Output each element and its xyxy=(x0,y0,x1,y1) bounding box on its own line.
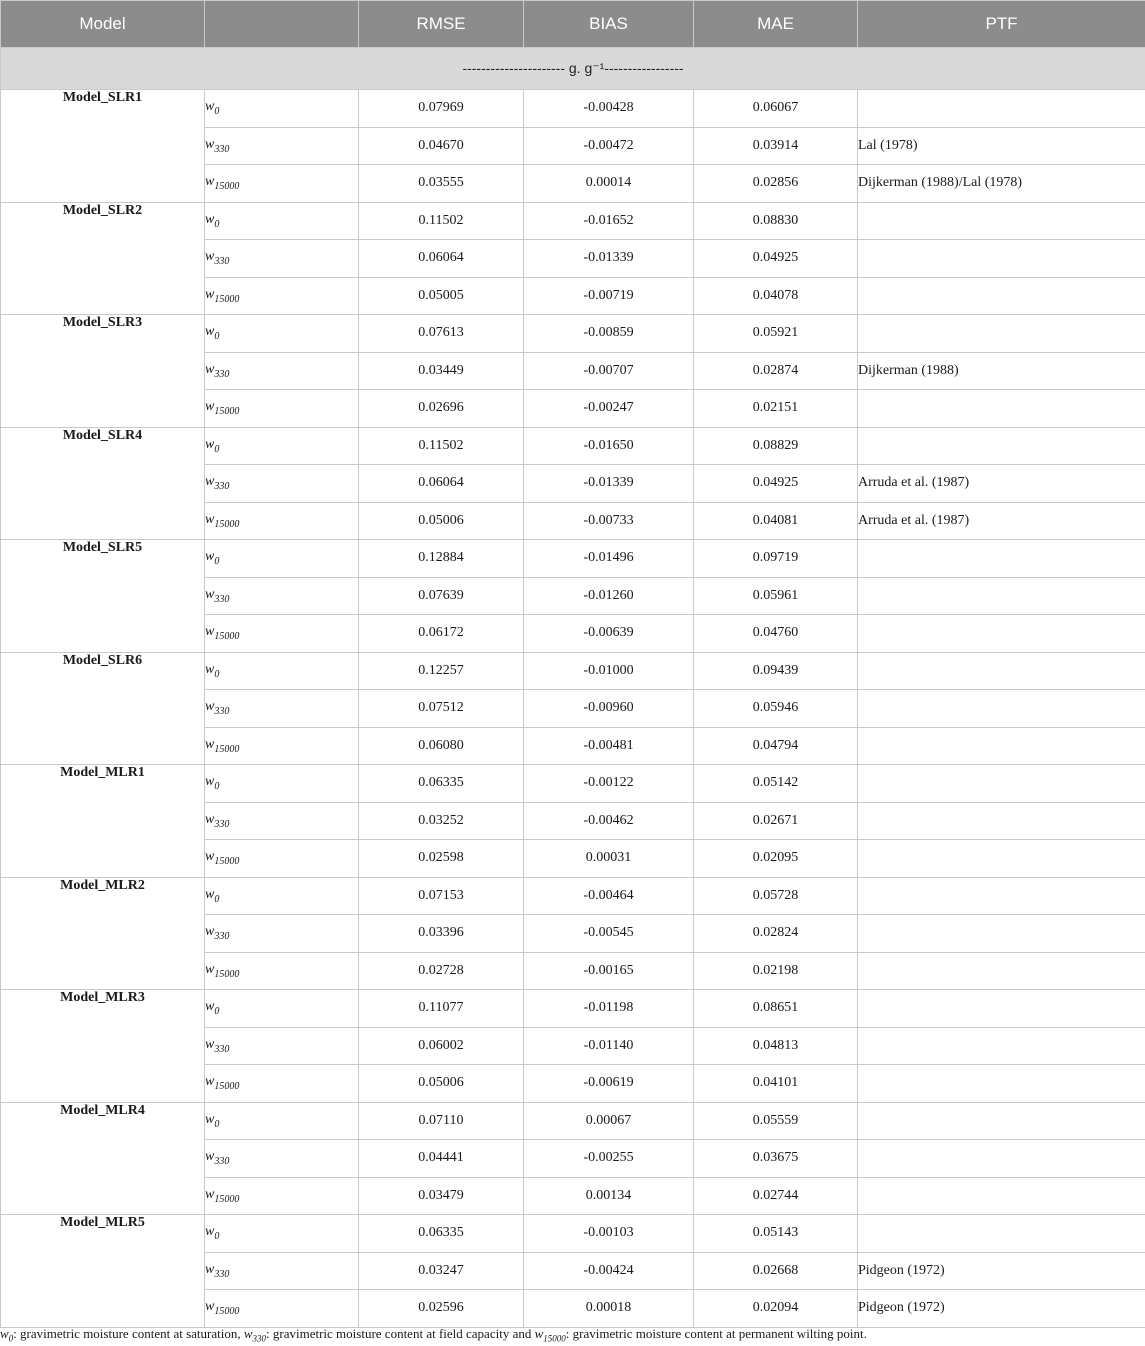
mae-cell: 0.02824 xyxy=(694,915,858,953)
table-row xyxy=(1,1102,1145,1140)
mae-cell: 0.05559 xyxy=(694,1102,858,1140)
bias-cell: 0.00134 xyxy=(524,1177,694,1215)
mae-cell: 0.04794 xyxy=(694,727,858,765)
mae-cell: 0.02744 xyxy=(694,1177,858,1215)
mae-cell: 0.04081 xyxy=(694,502,858,540)
mae-cell: 0.02874 xyxy=(694,352,858,390)
mae-cell: 0.04925 xyxy=(694,465,858,503)
variable-cell xyxy=(205,877,359,915)
bias-cell: -0.00462 xyxy=(524,802,694,840)
mae-cell: 0.05728 xyxy=(694,877,858,915)
bias-cell: -0.00255 xyxy=(524,1140,694,1178)
rmse-cell: 0.12884 xyxy=(359,540,524,578)
variable-symbol: w xyxy=(205,399,215,415)
variable-subscript: 0 xyxy=(214,218,220,230)
variable-subscript: 0 xyxy=(214,106,220,118)
variable-cell xyxy=(205,202,359,240)
mae-cell: 0.02151 xyxy=(694,390,858,428)
rmse-cell: 0.03479 xyxy=(359,1177,524,1215)
bias-cell: 0.00014 xyxy=(524,165,694,203)
mae-cell: 0.02671 xyxy=(694,802,858,840)
variable-cell xyxy=(205,915,359,953)
rmse-cell: 0.05006 xyxy=(359,502,524,540)
ptf-cell xyxy=(858,877,1145,915)
ptf-cell xyxy=(858,1027,1145,1065)
footnote-text: : gravimetric moisture content at permanent wilting point. xyxy=(565,1326,867,1341)
variable-subscript: 0 xyxy=(214,556,220,568)
mae-cell: 0.05946 xyxy=(694,690,858,728)
table-body xyxy=(1,48,1145,1328)
mae-cell: 0.05961 xyxy=(694,577,858,615)
variable-subscript: 330 xyxy=(214,143,230,155)
variable-subscript: 330 xyxy=(214,368,230,380)
table-row xyxy=(1,765,1145,803)
mae-cell: 0.02198 xyxy=(694,952,858,990)
variable-symbol: w xyxy=(205,99,215,115)
variable-subscript: 0 xyxy=(214,331,220,343)
ptf-cell xyxy=(858,1177,1145,1215)
variable-cell xyxy=(205,1027,359,1065)
ptf-cell xyxy=(858,427,1145,465)
variable-subscript: 330 xyxy=(214,1268,230,1280)
variable-symbol: w xyxy=(205,1224,215,1240)
bias-cell: -0.01650 xyxy=(524,427,694,465)
ptf-cell xyxy=(858,90,1145,128)
footnote-symbol: $w_{330}$ xyxy=(243,1326,267,1344)
variable-subscript: 15000 xyxy=(214,406,240,418)
variable-symbol: w xyxy=(205,699,215,715)
ptf-cell xyxy=(858,915,1145,953)
mae-cell: 0.09439 xyxy=(694,652,858,690)
mae-cell: 0.08830 xyxy=(694,202,858,240)
header-variable xyxy=(205,1,359,48)
variable-symbol: w xyxy=(205,511,215,527)
bias-cell: -0.00464 xyxy=(524,877,694,915)
mae-cell: 0.04101 xyxy=(694,1065,858,1103)
variable-subscript: 0 xyxy=(214,668,220,680)
ptf-cell xyxy=(858,765,1145,803)
table-row xyxy=(1,315,1145,353)
header-model: Model xyxy=(1,1,205,48)
bias-cell: -0.01339 xyxy=(524,465,694,503)
ptf-cell: Arruda et al. (1987) xyxy=(858,465,1145,503)
header-rmse: RMSE xyxy=(359,1,524,48)
variable-symbol: w xyxy=(205,624,215,640)
variable-symbol: w xyxy=(205,1261,215,1277)
footnote xyxy=(0,1326,1145,1344)
rmse-cell: 0.03252 xyxy=(359,802,524,840)
variable-subscript: 330 xyxy=(214,931,230,943)
variable-cell xyxy=(205,990,359,1028)
variable-cell xyxy=(205,1215,359,1253)
rmse-cell: 0.06172 xyxy=(359,615,524,653)
mae-cell: 0.04078 xyxy=(694,277,858,315)
rmse-cell: 0.03555 xyxy=(359,165,524,203)
ptf-cell xyxy=(858,727,1145,765)
variable-symbol: w xyxy=(205,361,215,377)
variable-symbol: w xyxy=(205,286,215,302)
variable-subscript: 0 xyxy=(214,781,220,793)
table-row xyxy=(1,202,1145,240)
bias-cell: -0.00733 xyxy=(524,502,694,540)
variable-cell xyxy=(205,802,359,840)
variable-cell xyxy=(205,577,359,615)
model-name: Model_SLR4 xyxy=(1,427,205,540)
rmse-cell: 0.07969 xyxy=(359,90,524,128)
variable-subscript: 15000 xyxy=(214,1081,240,1093)
bias-cell: -0.00424 xyxy=(524,1252,694,1290)
ptf-cell xyxy=(858,540,1145,578)
variable-subscript: 15000 xyxy=(214,181,240,193)
mae-cell: 0.04813 xyxy=(694,1027,858,1065)
rmse-cell: 0.05006 xyxy=(359,1065,524,1103)
bias-cell: -0.01496 xyxy=(524,540,694,578)
bias-cell: -0.00859 xyxy=(524,315,694,353)
variable-symbol: w xyxy=(205,1149,215,1165)
table-row xyxy=(1,90,1145,128)
variable-subscript: 0 xyxy=(214,1118,220,1130)
rmse-cell: 0.07153 xyxy=(359,877,524,915)
rmse-cell: 0.02596 xyxy=(359,1290,524,1328)
variable-symbol: w xyxy=(205,1186,215,1202)
mae-cell: 0.06067 xyxy=(694,90,858,128)
ptf-cell xyxy=(858,990,1145,1028)
rmse-cell: 0.12257 xyxy=(359,652,524,690)
variable-cell xyxy=(205,315,359,353)
bias-cell: -0.00545 xyxy=(524,915,694,953)
bias-cell: -0.00122 xyxy=(524,765,694,803)
rmse-cell: 0.11502 xyxy=(359,202,524,240)
variable-symbol: w xyxy=(205,1074,215,1090)
variable-symbol: w xyxy=(205,811,215,827)
model-name: Model_MLR5 xyxy=(1,1215,205,1328)
rmse-cell: 0.03396 xyxy=(359,915,524,953)
variable-cell xyxy=(205,1290,359,1328)
mae-cell: 0.08651 xyxy=(694,990,858,1028)
mae-cell: 0.02668 xyxy=(694,1252,858,1290)
rmse-cell: 0.04441 xyxy=(359,1140,524,1178)
bias-cell: 0.00067 xyxy=(524,1102,694,1140)
bias-cell: -0.00639 xyxy=(524,615,694,653)
mae-cell: 0.02856 xyxy=(694,165,858,203)
footnote-text: : gravimetric moisture content at field capacity and xyxy=(266,1326,535,1341)
variable-cell xyxy=(205,765,359,803)
variable-subscript: 330 xyxy=(214,256,230,268)
footnote-symbol: $w_{15000}$ xyxy=(534,1326,566,1344)
model-name: Model_SLR6 xyxy=(1,652,205,765)
variable-subscript: 330 xyxy=(214,1043,230,1055)
variable-subscript: 0 xyxy=(214,1231,220,1243)
footnote-text: : gravimetric moisture content at saturation, xyxy=(13,1326,244,1341)
table-row xyxy=(1,427,1145,465)
variable-subscript: 15000 xyxy=(214,293,240,305)
variable-cell xyxy=(205,1065,359,1103)
model-name: Model_MLR1 xyxy=(1,765,205,878)
header-ptf: PTF xyxy=(858,1,1145,48)
bias-cell: -0.00719 xyxy=(524,277,694,315)
variable-cell xyxy=(205,952,359,990)
rmse-cell: 0.06064 xyxy=(359,240,524,278)
variable-subscript: 15000 xyxy=(214,1306,240,1318)
mae-cell: 0.04760 xyxy=(694,615,858,653)
variable-subscript: 330 xyxy=(214,706,230,718)
mae-cell: 0.05143 xyxy=(694,1215,858,1253)
bias-cell: -0.00247 xyxy=(524,390,694,428)
model-name: Model_SLR5 xyxy=(1,540,205,653)
model-name: Model_MLR4 xyxy=(1,1102,205,1215)
rmse-cell: 0.02696 xyxy=(359,390,524,428)
variable-cell xyxy=(205,840,359,878)
table-row xyxy=(1,652,1145,690)
bias-cell: -0.00472 xyxy=(524,127,694,165)
ptf-cell xyxy=(858,315,1145,353)
model-name: Model_SLR2 xyxy=(1,202,205,315)
model-name: Model_SLR3 xyxy=(1,315,205,428)
variable-symbol: w xyxy=(205,136,215,152)
rmse-cell: 0.03449 xyxy=(359,352,524,390)
footnote-symbol: $w_0$ xyxy=(0,1326,14,1344)
variable-cell xyxy=(205,390,359,428)
model-name: Model_MLR2 xyxy=(1,877,205,990)
ptf-cell xyxy=(858,1215,1145,1253)
mae-cell: 0.02094 xyxy=(694,1290,858,1328)
ptf-cell xyxy=(858,840,1145,878)
variable-subscript: 15000 xyxy=(214,743,240,755)
ptf-cell xyxy=(858,652,1145,690)
mae-cell: 0.08829 xyxy=(694,427,858,465)
mae-cell: 0.03675 xyxy=(694,1140,858,1178)
mae-cell: 0.04925 xyxy=(694,240,858,278)
rmse-cell: 0.06335 xyxy=(359,1215,524,1253)
variable-cell xyxy=(205,465,359,503)
bias-cell: -0.01652 xyxy=(524,202,694,240)
variable-subscript: 15000 xyxy=(214,518,240,530)
ptf-cell xyxy=(858,202,1145,240)
variable-cell xyxy=(205,352,359,390)
header-row xyxy=(1,1,1145,48)
model-name: Model_MLR3 xyxy=(1,990,205,1103)
rmse-cell: 0.06064 xyxy=(359,465,524,503)
variable-symbol: w xyxy=(205,849,215,865)
bias-cell: -0.00960 xyxy=(524,690,694,728)
bias-cell: 0.00018 xyxy=(524,1290,694,1328)
variable-subscript: 15000 xyxy=(214,968,240,980)
ptf-cell xyxy=(858,1065,1145,1103)
variable-subscript: 330 xyxy=(214,818,230,830)
ptf-cell: Pidgeon (1972) xyxy=(858,1290,1145,1328)
rmse-cell: 0.11502 xyxy=(359,427,524,465)
rmse-cell: 0.06002 xyxy=(359,1027,524,1065)
rmse-cell: 0.05005 xyxy=(359,277,524,315)
rmse-cell: 0.03247 xyxy=(359,1252,524,1290)
ptf-cell xyxy=(858,240,1145,278)
ptf-cell xyxy=(858,577,1145,615)
variable-cell xyxy=(205,90,359,128)
table-row xyxy=(1,990,1145,1028)
unit-label: ---------------------- g. g⁻¹----------------- xyxy=(1,48,1145,90)
variable-symbol: w xyxy=(205,736,215,752)
variable-cell xyxy=(205,1177,359,1215)
rmse-cell: 0.06335 xyxy=(359,765,524,803)
variable-symbol: w xyxy=(205,1299,215,1315)
mae-cell: 0.09719 xyxy=(694,540,858,578)
rmse-cell: 0.07613 xyxy=(359,315,524,353)
ptf-cell xyxy=(858,615,1145,653)
variable-cell xyxy=(205,1252,359,1290)
variable-cell xyxy=(205,1102,359,1140)
bias-cell: -0.00619 xyxy=(524,1065,694,1103)
variable-subscript: 15000 xyxy=(214,631,240,643)
variable-symbol: w xyxy=(205,961,215,977)
mae-cell: 0.03914 xyxy=(694,127,858,165)
variable-symbol: w xyxy=(205,549,215,565)
variable-subscript: 330 xyxy=(214,593,230,605)
variable-symbol: w xyxy=(205,774,215,790)
variable-subscript: 15000 xyxy=(214,856,240,868)
ptf-cell: Dijkerman (1988) xyxy=(858,352,1145,390)
mae-cell: 0.02095 xyxy=(694,840,858,878)
bias-cell: -0.01198 xyxy=(524,990,694,1028)
variable-cell xyxy=(205,127,359,165)
variable-symbol: w xyxy=(205,474,215,490)
rmse-cell: 0.02728 xyxy=(359,952,524,990)
variable-symbol: w xyxy=(205,586,215,602)
bias-cell: -0.00165 xyxy=(524,952,694,990)
variable-cell xyxy=(205,652,359,690)
model-name: Model_SLR1 xyxy=(1,90,205,203)
bias-cell: -0.01339 xyxy=(524,240,694,278)
table-row xyxy=(1,540,1145,578)
variable-subscript: 0 xyxy=(214,443,220,455)
variable-cell xyxy=(205,690,359,728)
variable-symbol: w xyxy=(205,174,215,190)
variable-subscript: 0 xyxy=(214,893,220,905)
ptf-cell: Lal (1978) xyxy=(858,127,1145,165)
variable-symbol: w xyxy=(205,1036,215,1052)
rmse-cell: 0.07110 xyxy=(359,1102,524,1140)
ptf-cell xyxy=(858,952,1145,990)
variable-cell xyxy=(205,427,359,465)
header-bias: BIAS xyxy=(524,1,694,48)
ptf-cell: Dijkerman (1988)/Lal (1978) xyxy=(858,165,1145,203)
ptf-cell xyxy=(858,690,1145,728)
rmse-cell: 0.07639 xyxy=(359,577,524,615)
variable-subscript: 0 xyxy=(214,1006,220,1018)
mae-cell: 0.05921 xyxy=(694,315,858,353)
variable-cell xyxy=(205,277,359,315)
variable-cell xyxy=(205,502,359,540)
ptf-cell: Arruda et al. (1987) xyxy=(858,502,1145,540)
rmse-cell: 0.06080 xyxy=(359,727,524,765)
variable-symbol: w xyxy=(205,211,215,227)
variable-cell xyxy=(205,240,359,278)
ptf-cell: Pidgeon (1972) xyxy=(858,1252,1145,1290)
variable-cell xyxy=(205,540,359,578)
rmse-cell: 0.04670 xyxy=(359,127,524,165)
ptf-cell xyxy=(858,1102,1145,1140)
ptf-cell xyxy=(858,277,1145,315)
bias-cell: -0.00103 xyxy=(524,1215,694,1253)
variable-symbol: w xyxy=(205,886,215,902)
rmse-cell: 0.02598 xyxy=(359,840,524,878)
ptf-cell xyxy=(858,802,1145,840)
ptf-cell xyxy=(858,1140,1145,1178)
mae-cell: 0.05142 xyxy=(694,765,858,803)
bias-cell: -0.00481 xyxy=(524,727,694,765)
rmse-cell: 0.07512 xyxy=(359,690,524,728)
table-row xyxy=(1,877,1145,915)
bias-cell: -0.01140 xyxy=(524,1027,694,1065)
rmse-cell: 0.11077 xyxy=(359,990,524,1028)
variable-symbol: w xyxy=(205,999,215,1015)
bias-cell: -0.01000 xyxy=(524,652,694,690)
variable-symbol: w xyxy=(205,924,215,940)
variable-cell xyxy=(205,615,359,653)
bias-cell: 0.00031 xyxy=(524,840,694,878)
bias-cell: -0.00707 xyxy=(524,352,694,390)
variable-symbol: w xyxy=(205,436,215,452)
variable-symbol: w xyxy=(205,249,215,265)
unit-row xyxy=(1,48,1145,90)
variable-cell xyxy=(205,727,359,765)
variable-symbol: w xyxy=(205,661,215,677)
header-mae: MAE xyxy=(694,1,858,48)
bias-cell: -0.01260 xyxy=(524,577,694,615)
bias-cell: -0.00428 xyxy=(524,90,694,128)
table-row xyxy=(1,1215,1145,1253)
variable-symbol: w xyxy=(205,1111,215,1127)
variable-subscript: 15000 xyxy=(214,1193,240,1205)
variable-cell xyxy=(205,1140,359,1178)
variable-subscript: 330 xyxy=(214,1156,230,1168)
ptf-cell xyxy=(858,390,1145,428)
variable-cell xyxy=(205,165,359,203)
variable-symbol: w xyxy=(205,324,215,340)
variable-subscript: 330 xyxy=(214,481,230,493)
